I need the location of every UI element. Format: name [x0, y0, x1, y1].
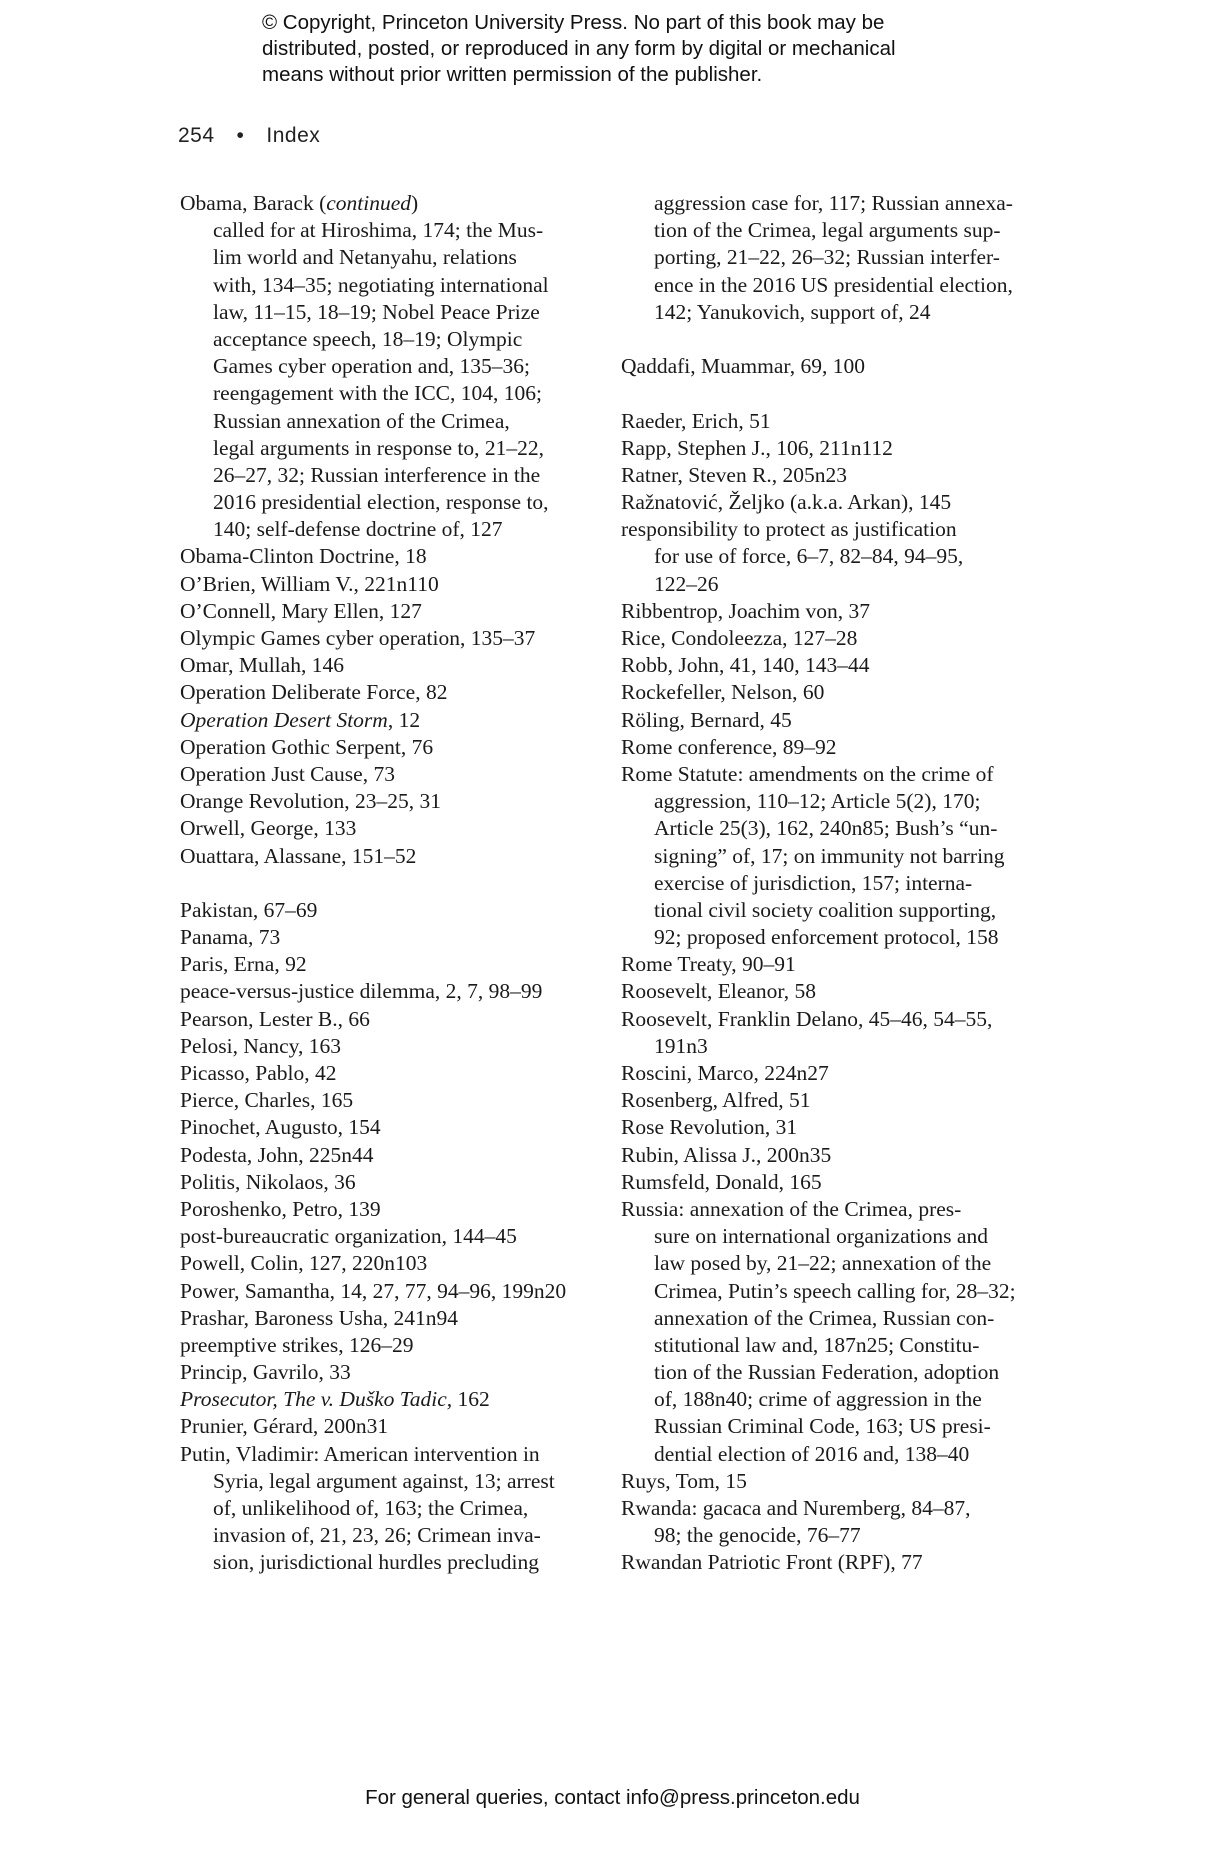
entry-italic: Operation Desert Storm [180, 707, 388, 732]
index-subentry-line: lim world and Netanyahu, relations [213, 245, 517, 270]
index-entry: Picasso, Pablo, 42 [180, 1061, 337, 1085]
index-subentry-line: Russian Criminal Code, 163; US presi- [654, 1414, 991, 1439]
index-entry: Roosevelt, Franklin Delano, 45–46, 54–55, [621, 1006, 993, 1031]
index-subentry-line: aggression case for, 117; Russian annexa- [654, 191, 1013, 215]
index-entry: O’Brien, William V., 221n110 [180, 571, 439, 596]
index-subentry-line: ence in the 2016 US presidential election, [654, 272, 1013, 297]
entry-text: , 12 [387, 707, 421, 732]
index-subentry-line: Crimea, Putin’s speech calling for, 28–32; [654, 1278, 1016, 1303]
index-entry: Rose Revolution, 31 [621, 1115, 798, 1140]
index-subentry-line: tion of the Crimea, legal arguments sup- [654, 218, 1001, 243]
index-subentry-line: called for at Hiroshima, 174; the Mus- [213, 218, 544, 243]
letter-group-gap [180, 870, 600, 897]
index-entry: Podesta, John, 225n44 [180, 1142, 374, 1167]
running-head [178, 124, 320, 148]
bullet-separator: • [236, 124, 245, 147]
entry-italic: Prosecutor, The v. Duško Tadic, [180, 1387, 453, 1412]
copyright-line: © Copyright, Princeton University Press. No part of this book may be [262, 11, 885, 34]
index-subentry-line: invasion of, 21, 23, 26; Crimean inva- [213, 1523, 541, 1548]
index-entry: Rumsfeld, Donald, 165 [621, 1169, 822, 1194]
index-subentry-line: dential election of 2016 and, 138–40 [654, 1441, 970, 1466]
index-entry: preemptive strikes, 126–29 [180, 1332, 414, 1357]
index-entry: Orange Revolution, 23–25, 31 [180, 789, 441, 814]
index-entry: Operation Gothic Serpent, 76 [180, 734, 434, 759]
index-subentry-line: law, 11–15, 18–19; Nobel Peace Prize [213, 299, 540, 324]
index-entry: Operation Just Cause, 73 [180, 761, 395, 786]
index-entry: Ruys, Tom, 15 [621, 1468, 747, 1493]
index-entry: Rwanda: gacaca and Nuremberg, 84–87, [621, 1496, 971, 1520]
index-entry: Power, Samantha, 14, 27, 77, 94–96, 199n20 [180, 1278, 567, 1303]
index-entry: Rwandan Patriotic Front (RPF), 77 [621, 1550, 923, 1575]
index-entry [180, 1386, 600, 1413]
index-entry: Olympic Games cyber operation, 135–37 [180, 626, 536, 650]
index-entry: Omar, Mullah, 146 [180, 653, 344, 678]
index-subentry-line: stitutional law and, 187n25; Constitu- [654, 1332, 980, 1357]
index-entry: Rome Statute: amendments on the crime of [621, 761, 994, 786]
index-entry: Roscini, Marco, 224n27 [621, 1061, 829, 1085]
entry-italic: continued [326, 191, 412, 215]
index-subentry-line: exercise of jurisdiction, 157; interna- [654, 870, 973, 895]
entry-text: 162 [452, 1387, 490, 1412]
index-entry: Orwell, George, 133 [180, 816, 357, 841]
index-entry: Ražnatović, Željko (a.k.a. Arkan), 145 [621, 490, 952, 515]
page-number: 254 [178, 124, 215, 147]
index-entry: Pakistan, 67–69 [180, 897, 318, 922]
index-entry: Putin, Vladimir: American intervention in [180, 1441, 540, 1466]
entry-text: ) [411, 191, 419, 215]
index-subentry-line: 140; self-defense doctrine of, 127 [213, 517, 503, 542]
index-subentry-line: with, 134–35; negotiating international [213, 272, 549, 297]
index-subentry-line: for use of force, 6–7, 82–84, 94–95, [654, 544, 964, 569]
index-entry: Rapp, Stephen J., 106, 211n112 [621, 435, 893, 460]
footer-contact: For general queries, contact info@press.princeton.edu [365, 1786, 860, 1809]
index-entry: Ouattara, Alassane, 151–52 [180, 843, 417, 868]
index-entry: Roosevelt, Eleanor, 58 [621, 979, 816, 1004]
index-subentry-line: 2016 presidential election, response to, [213, 490, 549, 515]
copyright-notice [262, 10, 982, 88]
index-entry: Prunier, Gérard, 200n31 [180, 1414, 389, 1439]
index-entry: Pinochet, Augusto, 154 [180, 1115, 381, 1140]
index-entry [180, 190, 600, 217]
index-entry: Panama, 73 [180, 925, 281, 950]
index-entry: Rubin, Alissa J., 200n35 [621, 1142, 832, 1167]
letter-group-gap [621, 326, 1041, 353]
index-entry: Ratner, Steven R., 205n23 [621, 462, 848, 487]
index-subentry-line: 26–27, 32; Russian interference in the [213, 462, 541, 487]
index-subentry-line: 122–26 [654, 571, 719, 596]
index-subentry-line: signing” of, 17; on immunity not barring [654, 843, 1005, 868]
index-entry: Politis, Nikolaos, 36 [180, 1169, 356, 1194]
index-subentry-line: of, unlikelihood of, 163; the Crimea, [213, 1496, 529, 1520]
index-subentry-line: Article 25(3), 162, 240n85; Bush’s “un- [654, 816, 998, 841]
index-entry: Russia: annexation of the Crimea, pres- [621, 1196, 962, 1221]
index-entry: Operation Deliberate Force, 82 [180, 680, 448, 705]
entry-text: Obama, Barack ( [180, 191, 327, 215]
index-entry: Rosenberg, Alfred, 51 [621, 1088, 811, 1113]
index-entry: Prashar, Baroness Usha, 241n94 [180, 1305, 458, 1330]
index-entry: responsibility to protect as justification [621, 517, 957, 542]
index-entry: Qaddafi, Muammar, 69, 100 [621, 354, 865, 379]
index-subentry-line: legal arguments in response to, 21–22, [213, 435, 545, 460]
index-entry: Robb, John, 41, 140, 143–44 [621, 653, 870, 678]
index-subentry-line: tional civil society coalition supporting, [654, 897, 997, 922]
index-subentry-line: 92; proposed enforcement protocol, 158 [654, 925, 999, 950]
index-subentry-line: sure on international organizations and [654, 1224, 988, 1249]
letter-group-gap [621, 380, 1041, 407]
index-subentry-line: Syria, legal argument against, 13; arrest [213, 1468, 555, 1493]
index-subentry-line: 191n3 [654, 1033, 708, 1058]
index-entry: peace-versus-justice dilemma, 2, 7, 98–99 [180, 979, 543, 1004]
index-subentry-line: acceptance speech, 18–19; Olympic [213, 326, 523, 351]
index-subentry-line: tion of the Russian Federation, adoption [654, 1360, 1000, 1385]
copyright-line: means without prior written permission of the publisher. [262, 63, 763, 86]
index-entry: Paris, Erna, 92 [180, 952, 307, 977]
index-entry: Poroshenko, Petro, 139 [180, 1196, 381, 1221]
index-entry: Ribbentrop, Joachim von, 37 [621, 598, 871, 623]
index-entry: Powell, Colin, 127, 220n103 [180, 1251, 428, 1276]
section-title: Index [266, 124, 321, 147]
index-subentry-line: law posed by, 21–22; annexation of the [654, 1251, 992, 1276]
index-entry: Princip, Gavrilo, 33 [180, 1360, 351, 1385]
index-column-left [180, 190, 600, 1577]
index-subentry-line: 142; Yanukovich, support of, 24 [654, 299, 931, 324]
index-entry: Pelosi, Nancy, 163 [180, 1033, 342, 1058]
index-entry: Raeder, Erich, 51 [621, 408, 771, 433]
index-entry: Rice, Condoleezza, 127–28 [621, 626, 858, 650]
index-subentry-line: 98; the genocide, 76–77 [654, 1523, 861, 1548]
index-entry: post-bureaucratic organization, 144–45 [180, 1224, 517, 1249]
index-entry [180, 707, 600, 734]
index-subentry-line: reengagement with the ICC, 104, 106; [213, 381, 542, 406]
index-entry: Röling, Bernard, 45 [621, 707, 792, 732]
index-subentry-line: Games cyber operation and, 135–36; [213, 354, 531, 379]
index-entry: O’Connell, Mary Ellen, 127 [180, 598, 422, 623]
index-subentry-line: aggression, 110–12; Article 5(2), 170; [654, 789, 981, 814]
index-subentry-line: sion, jurisdictional hurdles precluding [213, 1550, 540, 1575]
index-subentry-line: porting, 21–22, 26–32; Russian interfer- [654, 245, 1000, 270]
index-entry: Obama-Clinton Doctrine, 18 [180, 544, 427, 569]
index-entry: Rockefeller, Nelson, 60 [621, 680, 825, 705]
index-entry: Pierce, Charles, 165 [180, 1088, 354, 1113]
index-subentry-line: of, 188n40; crime of aggression in the [654, 1387, 982, 1412]
index-column-right [621, 190, 1041, 1577]
index-subentry-line: Russian annexation of the Crimea, [213, 408, 510, 433]
index-entry: Rome Treaty, 90–91 [621, 952, 796, 977]
copyright-line: distributed, posted, or reproduced in any form by digital or mechanical [262, 37, 896, 60]
index-subentry-line: annexation of the Crimea, Russian con- [654, 1305, 995, 1330]
index-entry: Pearson, Lester B., 66 [180, 1006, 370, 1031]
index-entry: Rome conference, 89–92 [621, 734, 837, 759]
